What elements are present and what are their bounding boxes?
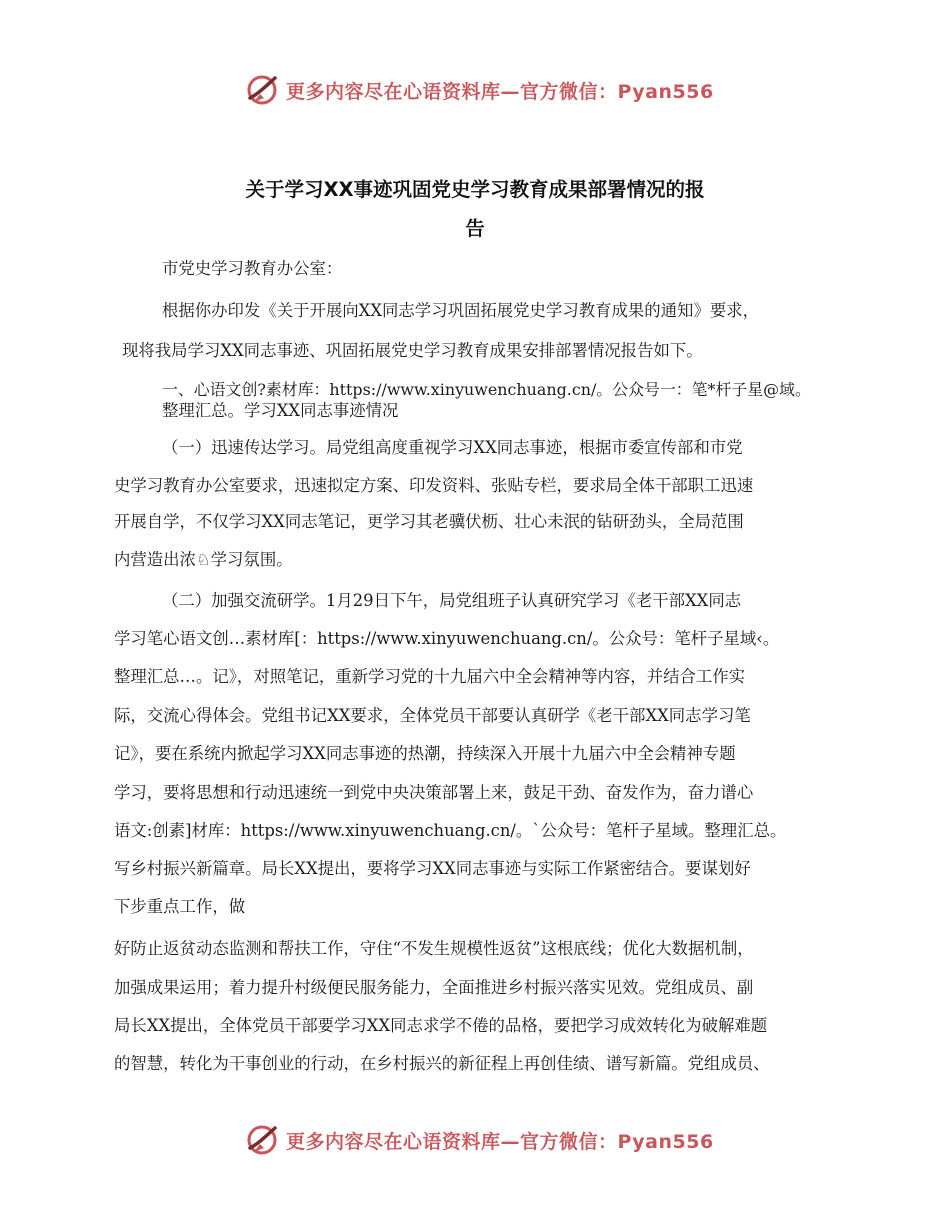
document-title-line-2: 告 xyxy=(465,217,485,240)
paragraph-line: （二）加强交流研学。1月29日下午，局党组班子认真研究学习《老干部XX同志 xyxy=(162,591,742,610)
paragraph-line: （一）迅速传达学习。局党组高度重视学习XX同志事迹，根据市委宣传部和市党 xyxy=(162,438,743,457)
paragraph-line: 根据你办印发《关于开展向XX同志学习巩固拓展党史学习教育成果的通知》要求， xyxy=(162,301,760,320)
paragraph-line: 学习，要将思想和行动迅速统一到党中央决策部署上来，鼓足干劲、奋发作为，奋力谱心 xyxy=(114,783,754,802)
brush-circle-logo-icon xyxy=(244,72,280,108)
watermark-banner-top xyxy=(244,70,714,110)
paragraph-line: 开展自学，不仅学习XX同志笔记，更学习其老骥伏枥、壮心未泯的钻研劲头，全局范围 xyxy=(114,512,744,531)
brush-circle-logo-icon xyxy=(244,1122,280,1158)
watermark-text: 更多内容尽在心语资料库—官方微信：Pyan556 xyxy=(286,80,714,103)
watermark-banner-bottom xyxy=(244,1120,714,1160)
paragraph-line: 加强成果运用；着力提升村级便民服务能力，全面推进乡村振兴落实见效。党组成员、副 xyxy=(114,978,754,997)
paragraph-line: 学习笔心语文创…素材库[：https://www.xinyuwenchuang.cn/。公众号：笔杆子星域‹。 xyxy=(114,629,780,648)
paragraph-line: 记》，要在系统内掀起学习XX同志事迹的热潮，持续深入开展十九届六中全会精神专题 xyxy=(114,744,736,763)
document-title-line-1: 关于学习XX事迹巩固党史学习教育成果部署情况的报 xyxy=(245,178,705,201)
paragraph-line: 现将我局学习XX同志事迹、巩固拓展党史学习教育成果安排部署情况报告如下。 xyxy=(122,341,703,360)
paragraph-line: 内营造出浓♘学习氛围。 xyxy=(114,550,293,569)
paragraph-line: 好防止返贫动态监测和帮扶工作，守住“不发生规模性返贫”这根底线；优化大数据机制， xyxy=(114,939,754,958)
section-heading-line: 整理汇总。学习XX同志事迹情况 xyxy=(162,401,399,420)
paragraph-line: 局长XX提出，全体党员干部要学习XX同志求学不倦的品格，要把学习成效转化为破解难题 xyxy=(114,1016,768,1035)
paragraph-line: 际，交流心得体会。党组书记XX要求，全体党员干部要认真研学《老干部XX同志学习笔 xyxy=(114,706,751,725)
paragraph-line: 史学习教育办公室要求，迅速拟定方案、印发资料、张贴专栏，要求局全体干部职工迅速 xyxy=(114,476,754,495)
watermark-text: 更多内容尽在心语资料库—官方微信：Pyan556 xyxy=(286,1130,714,1153)
paragraph-line: 的智慧，转化为干事创业的行动，在乡村振兴的新征程上再创佳绩、谱写新篇。党组成员、 xyxy=(114,1054,770,1073)
paragraph-line: 写乡村振兴新篇章。局长XX提出，要将学习XX同志事迹与实际工作紧密结合。要谋划好 xyxy=(114,859,751,878)
section-heading-line: 一、心语文创?素材库：https://www.xinyuwenchuang.cn/。公众号一：笔*杆子星@域。 xyxy=(162,380,811,399)
paragraph-line: 整理汇总…。记》，对照笔记，重新学习党的十九届六中全会精神等内容，并结合工作实 xyxy=(114,667,746,686)
salutation-line: 市党史学习教育办公室： xyxy=(162,259,343,278)
paragraph-line: 下步重点工作，做 xyxy=(114,897,246,916)
paragraph-line: 语文:创素]材库：https://www.xinyuwenchuang.cn/。`公众号：笔杆子星域。整理汇总。 xyxy=(114,821,787,840)
